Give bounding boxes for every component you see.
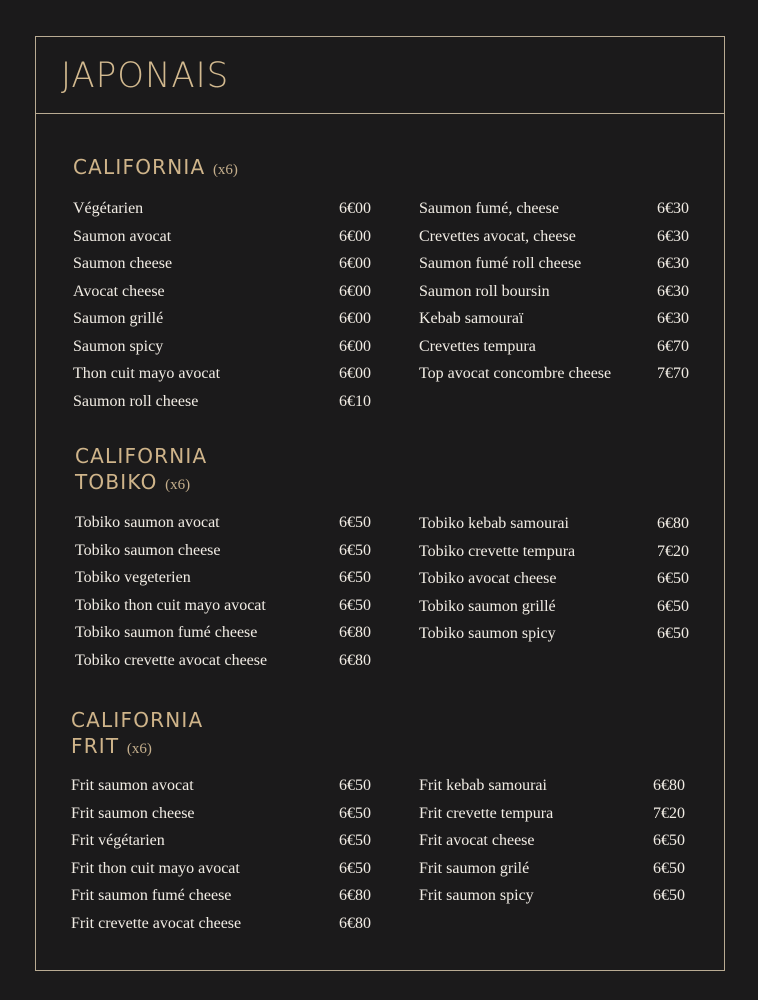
section-title-line: CALIFORNIA (73, 155, 206, 179)
menu-item-price: 6€00 (339, 337, 371, 355)
menu-item (71, 859, 371, 887)
menu-item (75, 651, 371, 679)
menu-item (73, 337, 371, 365)
menu-item-name: Crevettes avocat, cheese (419, 227, 576, 245)
menu-item-price: 6€80 (339, 887, 371, 904)
menu-item (419, 514, 689, 542)
menu-item (73, 227, 371, 255)
menu-item-price: 6€50 (339, 541, 371, 559)
menu-item-price: 6€50 (653, 887, 685, 904)
tobiko-right-list (419, 514, 689, 652)
menu-item-price: 6€50 (339, 569, 371, 586)
menu-item-name: Frit saumon cheese (71, 804, 195, 822)
menu-item-name: Frit crevette tempura (419, 804, 554, 822)
menu-item-price: 6€50 (653, 832, 685, 849)
section-title-line: CALIFORNIA (75, 444, 208, 468)
menu-item (419, 364, 689, 392)
section-title-california-frit (71, 707, 203, 762)
menu-item (75, 513, 371, 541)
menu-item-name: Tobiko saumon cheese (75, 541, 221, 559)
menu-item-price: 6€00 (339, 200, 371, 217)
menu-item-name: Saumon avocat (73, 227, 172, 245)
menu-item-name: Tobiko kebab samourai (419, 515, 569, 532)
menu-title: JAPONAIS (61, 55, 230, 97)
menu-item-price: 6€30 (657, 282, 689, 300)
section-quantity: (x6) (212, 162, 238, 178)
menu-item-price: 6€50 (657, 625, 689, 642)
menu-item-name: Frit kebab samourai (419, 777, 547, 794)
menu-item (71, 886, 371, 914)
menu-item-price: 6€30 (657, 200, 689, 217)
section-quantity: (x6) (126, 741, 152, 757)
menu-item-price: 6€50 (657, 597, 689, 615)
menu-item-name: Crevettes tempura (419, 337, 536, 355)
menu-item-name: Tobiko thon cuit mayo avocat (75, 596, 266, 614)
menu-item-price: 7€70 (657, 365, 689, 382)
menu-item (71, 776, 371, 804)
menu-item-price: 6€30 (657, 227, 689, 245)
menu-item (419, 227, 689, 255)
menu-item-price: 6€50 (339, 777, 371, 794)
menu-item-price: 6€00 (339, 282, 371, 300)
menu-item-name: Frit saumon fumé cheese (71, 887, 232, 904)
menu-item-name: Thon cuit mayo avocat (73, 365, 221, 382)
menu-item-name: Tobiko avocat cheese (419, 570, 557, 587)
menu-item-price: 6€50 (339, 514, 371, 531)
menu-item-name: Frit saumon spicy (419, 887, 534, 904)
menu-item (419, 199, 689, 227)
menu-item (75, 596, 371, 624)
frit-left-list (71, 776, 371, 941)
menu-item (73, 364, 371, 392)
menu-item-name: Tobiko saumon spicy (419, 625, 556, 642)
menu-item (419, 886, 685, 914)
menu-item-name: Frit saumon avocat (71, 777, 194, 794)
menu-item-name: Tobiko saumon fumé cheese (75, 624, 258, 641)
section-quantity: (x6) (165, 477, 191, 493)
california-left-list (73, 199, 371, 419)
menu-item-price: 6€70 (657, 337, 689, 355)
menu-item-price: 6€50 (657, 570, 689, 587)
menu-item (419, 776, 685, 804)
menu-frame (35, 36, 725, 971)
menu-item-name: Tobiko vegeterien (75, 569, 191, 586)
menu-item-price: 6€10 (339, 392, 371, 410)
menu-item-name: Avocat cheese (73, 282, 165, 300)
section-title-line: CALIFORNIA (71, 708, 204, 732)
menu-item-price: 6€80 (339, 624, 371, 641)
menu-item (419, 859, 685, 887)
menu-item (73, 254, 371, 282)
menu-item (419, 569, 689, 597)
menu-item-price: 6€80 (339, 914, 371, 932)
menu-item-name: Tobiko crevette tempura (419, 542, 576, 560)
menu-item-price: 6€50 (339, 596, 371, 614)
menu-item (419, 282, 689, 310)
frit-right-list (419, 776, 685, 914)
menu-item-name: Frit saumon grilé (419, 859, 530, 877)
menu-item-price: 6€50 (339, 832, 371, 849)
menu-item-name: Végétarien (73, 200, 144, 217)
menu-item (75, 623, 371, 651)
menu-item (419, 831, 685, 859)
menu-item-name: Saumon spicy (73, 337, 164, 355)
section-title-california-tobiko (75, 443, 207, 498)
menu-item (73, 199, 371, 227)
menu-item-name: Top avocat concombre cheese (419, 365, 612, 382)
menu-item-name: Frit crevette avocat cheese (71, 914, 242, 932)
menu-item-name: Tobiko saumon avocat (75, 514, 220, 531)
menu-item-name: Saumon roll cheese (73, 392, 199, 410)
menu-item (73, 392, 371, 420)
menu-item (419, 254, 689, 282)
menu-item (75, 541, 371, 569)
menu-item-name: Saumon roll boursin (419, 282, 550, 300)
menu-item-name: Saumon fumé roll cheese (419, 255, 582, 272)
menu-item-price: 6€50 (653, 859, 685, 877)
menu-item (71, 804, 371, 832)
menu-item-name: Saumon cheese (73, 255, 173, 272)
menu-item-price: 6€80 (339, 651, 371, 669)
menu-item (419, 542, 689, 570)
menu-item-price: 6€50 (339, 859, 371, 877)
menu-item-name: Frit avocat cheese (419, 832, 535, 849)
menu-item-price: 6€30 (657, 310, 689, 327)
menu-item (75, 568, 371, 596)
section-title-california (73, 154, 238, 183)
menu-item (419, 624, 689, 652)
menu-item-name: Tobiko saumon grillé (419, 597, 556, 615)
menu-item-name: Frit thon cuit mayo avocat (71, 859, 240, 877)
menu-item-price: 6€00 (339, 227, 371, 245)
menu-item-name: Saumon grillé (73, 310, 164, 327)
menu-item-price: 6€00 (339, 255, 371, 272)
menu-item-name: Kebab samouraï (419, 310, 524, 327)
menu-item-price: 6€00 (339, 365, 371, 382)
menu-header (36, 37, 724, 114)
tobiko-left-list (75, 513, 371, 678)
menu-item-price: 7€20 (657, 542, 689, 560)
menu-item-name: Tobiko crevette avocat cheese (75, 651, 268, 669)
menu-item (419, 804, 685, 832)
menu-item-price: 6€80 (653, 777, 685, 794)
menu-item (419, 309, 689, 337)
menu-item (419, 597, 689, 625)
menu-item-name: Saumon fumé, cheese (419, 200, 559, 217)
section-title-line: FRIT (71, 734, 120, 758)
menu-item (73, 309, 371, 337)
menu-item (71, 914, 371, 942)
menu-item-price: 7€20 (653, 804, 685, 822)
menu-item-name: Frit végétarien (71, 832, 165, 849)
menu-item-price: 6€00 (339, 310, 371, 327)
menu-item-price: 6€30 (657, 255, 689, 272)
menu-item (419, 337, 689, 365)
california-right-list (419, 199, 689, 392)
section-title-line: TOBIKO (75, 470, 158, 494)
menu-item-price: 6€50 (339, 804, 371, 822)
menu-item (71, 831, 371, 859)
menu-item (73, 282, 371, 310)
menu-item-price: 6€80 (657, 515, 689, 532)
